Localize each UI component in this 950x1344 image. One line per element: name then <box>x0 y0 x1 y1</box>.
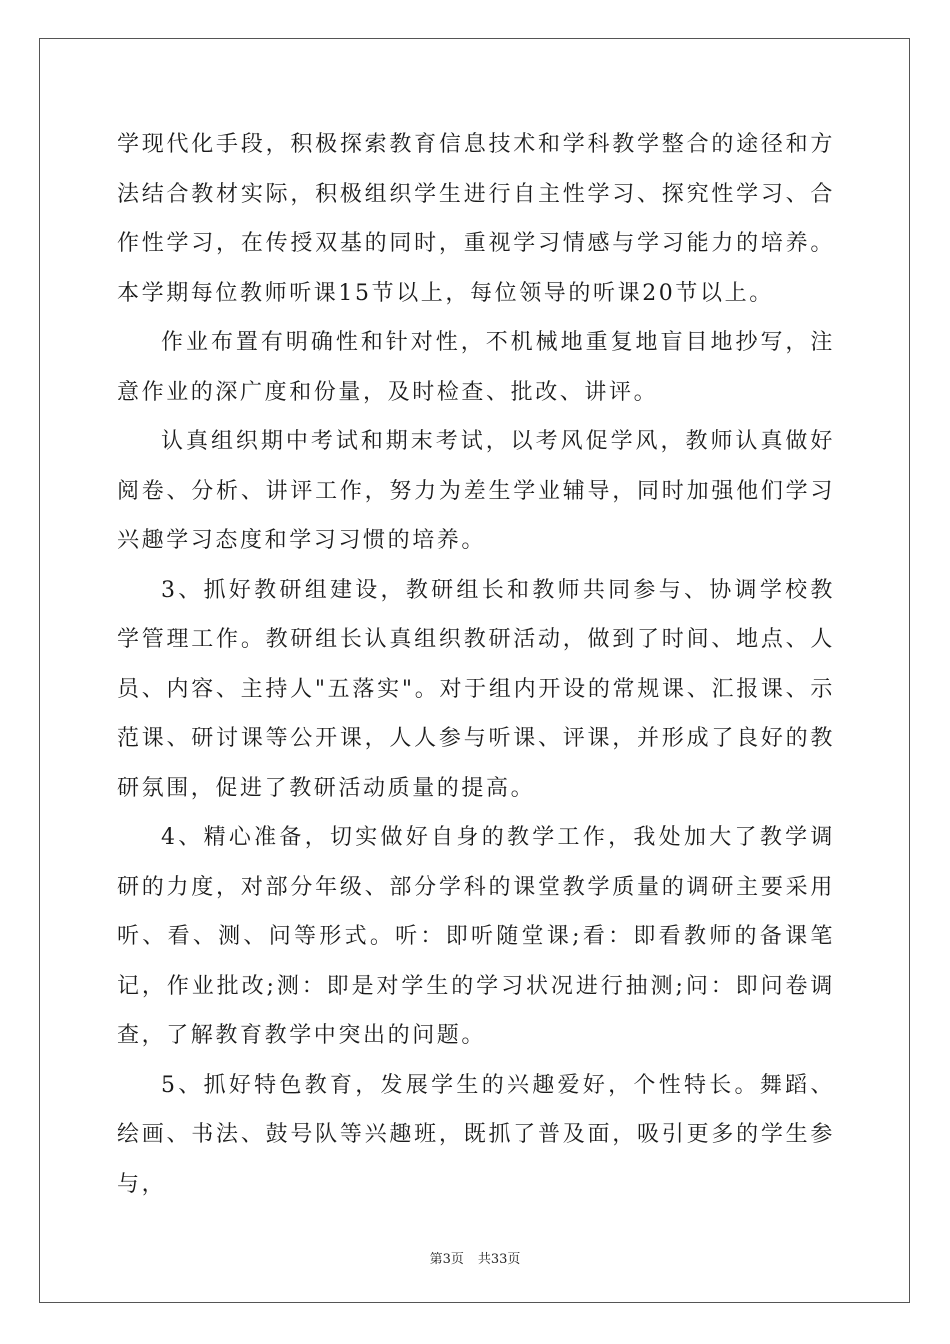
page-number: 第3页 <box>429 1252 464 1267</box>
paragraph-1: 学现代化手段，积极探索教育信息技术和学科教学整合的途径和方法结合教材实际，积极组织学生进行自主性学习、探究性学习、合作性学习，在传授双基的同时，重视学习情感与学习能力的培养。本学期每位教师听课15节以上，每位领导的听课20节以上。 <box>117 132 835 306</box>
paragraph-6: 5、抓好特色教育，发展学生的兴趣爱好，个性特长。舞蹈、绘画、书法、鼓号队等兴趣班，既抓了普及面，吸引更多的学生参与， <box>117 1072 835 1197</box>
document-body <box>117 120 835 1209</box>
total-pages: 共33页 <box>477 1252 521 1267</box>
paragraph-3: 认真组织期中考试和期末考试，以考风促学风，教师认真做好阅卷、分析、讲评工作，努力为差生学业辅导，同时加强他们学习兴趣学习态度和学习习惯的培养。 <box>117 429 835 553</box>
page-footer <box>0 1248 950 1267</box>
paragraph-5: 4、精心准备，切实做好自身的教学工作，我处加大了教学调研的力度，对部分年级、部分学科的课堂教学质量的调研主要采用听、看、测、问等形式。听：即听随堂课;看：即看教师的备课笔记，作业批改;测：即是对学生的学习状况进行抽测;问：即问卷调查，了解教育教学中突出的问题。 <box>117 825 835 1048</box>
paragraph-2: 作业布置有明确性和针对性，不机械地重复地盲目地抄写，注意作业的深广度和份量，及时检查、批改、讲评。 <box>117 330 835 405</box>
paragraph-4: 3、抓好教研组建设，教研组长和教师共同参与、协调学校教学管理工作。教研组长认真组织教研活动，做到了时间、地点、人员、内容、主持人"五落实"。对于组内开设的常规课、汇报课、示范课、研讨课等公开课，人人参与听课、评课，并形成了良好的教研氛围，促进了教研活动质量的提高。 <box>117 577 835 801</box>
